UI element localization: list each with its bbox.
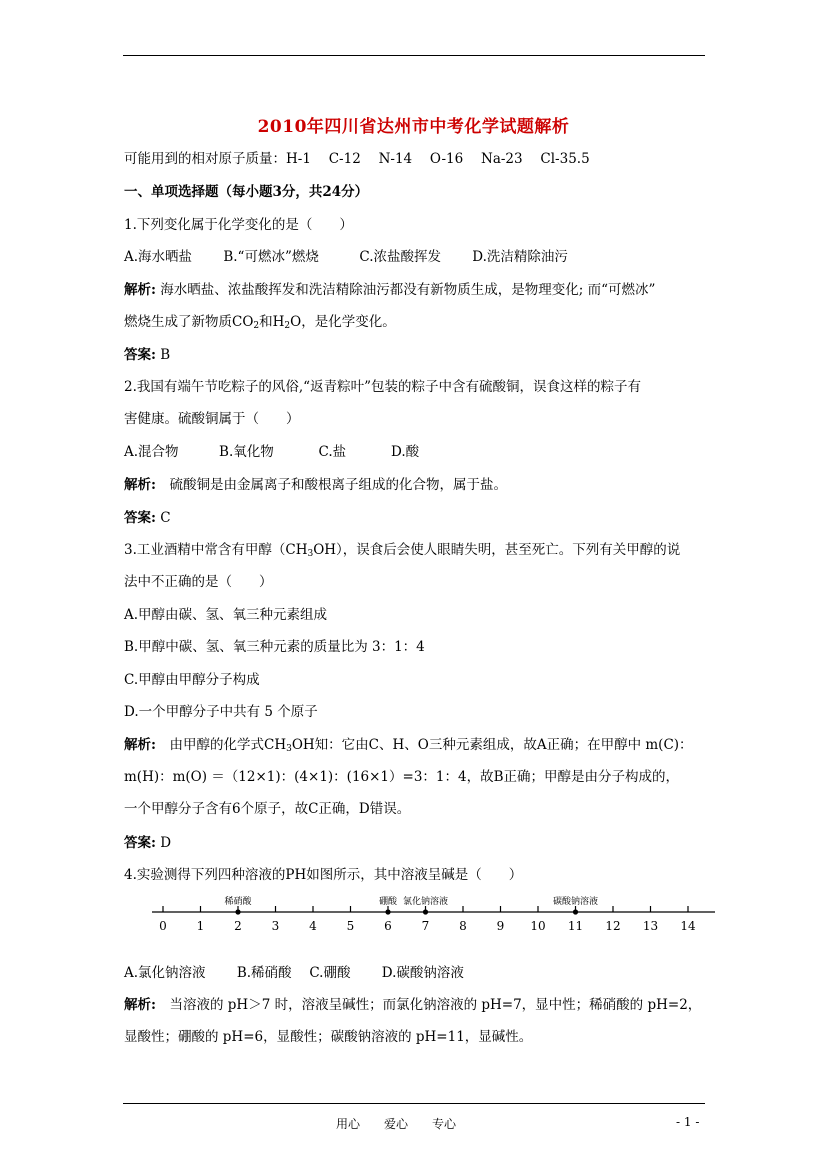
answer-label: 答案: — [124, 510, 156, 526]
q3-analysis-line2: m(H)：m(O) ＝（12×1)：(4×1)：(16×1）=3：1：4，故B正确；甲醇是由分子构成的， — [124, 769, 680, 785]
q2-answer — [124, 509, 171, 527]
analysis-label: 解析: — [124, 737, 156, 753]
header-rule — [123, 55, 705, 56]
subscript: 2 — [253, 321, 260, 331]
atomic-masses: 可能用到的相对原子质量：H-1 C-12 N-14 O-16 Na-23 Cl-35.5 — [124, 151, 590, 167]
q1-answer — [124, 346, 170, 364]
q2-options: A.混合物 B.氧化物 C.盐 D.酸 — [124, 444, 420, 460]
analysis-text: 当溶液的 pH＞7 时，溶液呈碱性；而氯化钠溶液的 pH=7，显中性；稀硝酸的 pH=2， — [155, 997, 702, 1013]
analysis-text: OH知：它由C、H、O三种元素组成，故A正确；在甲醇中 m(C)： — [291, 737, 693, 753]
subscript: 3 — [286, 744, 292, 754]
q3-answer — [124, 834, 171, 852]
answer-label: 答案: — [124, 835, 156, 851]
q2-stem-line2: 害健康。硫酸铜属于（ ） — [124, 411, 300, 427]
ph-tick-label: 8 — [459, 919, 467, 933]
ph-tick-label: 3 — [271, 919, 280, 933]
stem-text: 3.工业酒精中常含有甲醇（CH — [124, 542, 308, 558]
analysis-label: 解析: — [124, 997, 156, 1013]
ph-tick-label: 9 — [496, 919, 505, 933]
ph-marker-dot — [573, 909, 578, 914]
ph-marker-dot — [385, 909, 390, 914]
subscript: 2 — [284, 321, 291, 331]
ph-scale-figure — [150, 892, 720, 942]
subscript: 3 — [307, 549, 314, 559]
document-title: 2010年四川省达州市中考化学试题解析 — [257, 117, 570, 137]
analysis-text: 海水晒盐、浓盐酸挥发和洗洁精除油污都没有新物质生成，是物理变化; 而“可燃冰” — [155, 282, 656, 298]
q4-analysis-line1 — [124, 996, 701, 1014]
q3-option-d: D.一个甲醇分子中共有 5 个原子 — [124, 704, 318, 720]
ph-tick-label: 0 — [159, 919, 167, 933]
analysis-text: 由甲醇的化学式CH — [155, 737, 287, 753]
q3-option-b: B.甲醇中碳、氢、氧三种元素的质量比为 3：1：4 — [124, 639, 425, 655]
stem-text: OH），误食后会使人眼睛失明，甚至死亡。下列有关甲醇的说 — [313, 542, 681, 558]
ph-marker-label: 碳酸钠溶液 — [552, 897, 599, 907]
q2-analysis — [124, 476, 507, 494]
answer-value: D — [155, 835, 172, 851]
ph-tick-label: 2 — [234, 919, 242, 933]
q3-option-c: C.甲醇由甲醇分子构成 — [124, 672, 260, 688]
footer-rule — [123, 1103, 705, 1104]
q1-stem: 1.下列变化属于化学变化的是（ ） — [124, 217, 353, 233]
q3-analysis-line1 — [124, 736, 693, 758]
q1-analysis-line1 — [124, 281, 655, 299]
ph-tick-label: 6 — [384, 919, 392, 933]
footer-motto: 用心 爱心 专心 — [336, 1117, 457, 1131]
q4-analysis-line2: 显酸性；硼酸的 pH=6，显酸性；碳酸钠溶液的 pH=11，显碱性。 — [124, 1029, 533, 1045]
answer-label: 答案: — [124, 347, 156, 363]
ph-tick-label: 12 — [605, 919, 621, 933]
analysis-label: 解析: — [124, 282, 156, 298]
ph-tick-label: 1 — [196, 919, 205, 933]
q3-option-a: A.甲醇由碳、氢、氧三种元素组成 — [124, 607, 328, 623]
ph-marker-label: 硼酸 — [378, 897, 398, 907]
q3-stem-line1 — [124, 541, 680, 563]
q1-options: A.海水晒盐 B.“可燃冰”燃烧 C.浓盐酸挥发 D.洗洁精除油污 — [124, 249, 568, 265]
answer-value: B — [155, 347, 171, 363]
page-number: - 1 - — [676, 1115, 700, 1129]
analysis-text: O，是化学变化。 — [290, 314, 396, 330]
analysis-text: 硫酸铜是由金属离子和酸根离子组成的化合物，属于盐。 — [155, 477, 507, 493]
ph-tick-label: 7 — [421, 919, 430, 933]
ph-tick-label: 5 — [346, 919, 355, 933]
ph-tick-label: 11 — [567, 919, 584, 933]
q4-options: A.氯化钠溶液 B.稀硝酸 C.硼酸 D.碳酸钠溶液 — [124, 965, 464, 981]
section-heading: 一、单项选择题（每小题3分，共24分） — [124, 184, 369, 200]
q4-stem: 4.实验测得下列四种溶液的PH如图所示，其中溶液呈碱是（ ） — [124, 867, 523, 883]
ph-marker-dot — [423, 909, 428, 914]
q3-stem-line2: 法中不正确的是（ ） — [124, 574, 273, 590]
ph-marker-label: 氯化钠溶液 — [402, 897, 449, 907]
ph-tick-label: 13 — [642, 919, 659, 933]
q1-analysis-line2 — [124, 313, 396, 335]
answer-value: C — [155, 510, 171, 526]
ph-tick-label: 4 — [309, 919, 317, 933]
q2-stem-line1: 2.我国有端午节吃粽子的风俗,“返青粽叶”包装的粽子中含有硫酸铜，误食这样的粽子有 — [124, 379, 641, 395]
ph-marker-label: 稀硝酸 — [224, 897, 252, 907]
analysis-text: 和H — [259, 314, 285, 330]
ph-tick-label: 14 — [680, 919, 696, 933]
ph-tick-label: 10 — [530, 919, 546, 933]
ph-marker-dot — [235, 909, 240, 914]
analysis-label: 解析: — [124, 477, 156, 493]
q3-analysis-line3: 一个甲醇分子含有6个原子，故C正确，D错误。 — [124, 801, 411, 817]
analysis-text: 燃烧生成了新物质CO — [124, 314, 254, 330]
